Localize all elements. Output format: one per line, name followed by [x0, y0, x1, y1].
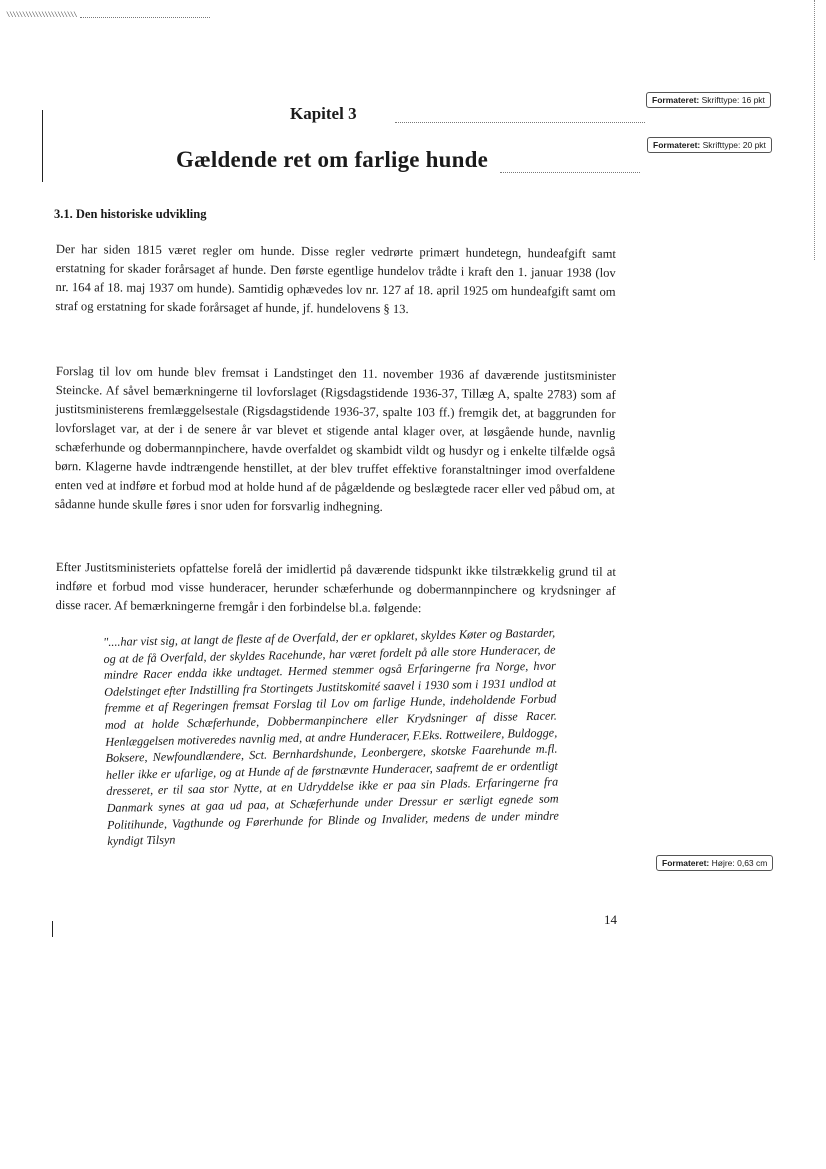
scan-artifact-top: \\\\\\\\\\\\\\\\\\\\\\	[6, 12, 77, 20]
comment-label: Formateret:	[652, 95, 700, 105]
format-comment-3[interactable]	[656, 855, 773, 871]
comment-leader-1	[395, 122, 645, 123]
block-quote: "....har vist sig, at langt de fleste af de Overfald, der er opklaret, skyldes Køter og Bastarder, og at de få Overfald, der skyldes Racehunde, har været fordelt på alle store Hunderacer, de mindre Racer endda ikke undtaget. Hermed stemmer også Erfaringerne fra Norge, hvor Odelstinget efter Indstilling fra Stortingets Justitskomité saavel i 1930 som i 1931 undlod at fremme et af Regeringen fremsat Forslag til Lov om farlige Hunde, indeholdende Forbud mod at holde Schæferhunde, Dobbermanpinchere eller Krydsninger af disse Racer. Henlæggelsen motiveredes navnlig med, at andre Hunderacer, F.Eks. Rottweilere, Buldogge, Boksere, Newfoundlændere, Sct. Bernhardshunde, Leonbergere, skotske Faarehunde m.fl. heller ikke er ufarlige, og at Hunde af de førstnævnte Hunderacer, saafremt de er ordentligt dresseret, er til saa stor Nytte, at en Udryddelse ikke er paa sin Plads. Erfaringerne fra Danmark synes at gaa ud paa, at Schæferhunde under Dressur er særligt egnede som Politihunde, Vagthunde og Førerhunde for Blinde og Invalider, medens de under mindre kyndigt Tilsyn	[103, 625, 560, 849]
chapter-heading: Kapitel 3	[290, 104, 357, 123]
change-bar-bottom	[52, 921, 53, 937]
scan-edge-right	[814, 0, 819, 260]
paragraph-3: Efter Justitsministeriets opfattelse forelå der imidlertid på daværende tidspunkt ikke tilstrækkelig grund til at indføre et forbud mod visse hunderacer, herunder schæferhunde og dobermannpinchere og krydsninger af disse racer. Af bemærkningerne fremgår i den forbindelse bl.a. følgende:	[55, 559, 616, 616]
comment-text: Skrifttype: 16 pkt	[701, 95, 765, 105]
page-number: 14	[604, 912, 617, 927]
format-comment-1[interactable]	[646, 92, 771, 108]
paragraph-1: Der har siden 1815 været regler om hunde. Disse regler vedrørte primært hundetegn, hundeafgift samt erstatning for skader forårsaget af hunde. Den første egentlige hundelov trådte i kraft den 1. januar 1938 (lov nr. 164 af 18. maj 1937 om hunde). Samtidig ophævedes lov nr. 127 af 18. april 1925 om hundeafgift samt om straf og erstatning for skade forårsaget af hunde, jf. hundelovens § 13.	[55, 241, 616, 317]
format-comment-2[interactable]	[647, 137, 772, 153]
comment-label: Formateret:	[653, 140, 701, 150]
section-heading: 3.1. Den historiske udvikling	[54, 207, 207, 221]
chapter-title: Gældende ret om farlige hunde	[176, 147, 489, 172]
paragraph-2: Forslag til lov om hunde blev fremsat i Landstinget den 11. november 1936 af daværende justitsminister Steincke. Af såvel bemærkningerne til lovforslaget (Rigsdagstidende 1936-37, Tillæg A, spalte 2783) som af justitsministerens fremlæggelsestale (Rigsdagstidende 1936-37, spalte 103 ff.) fremgik det, at baggrunden for lovforslaget var, at der i de senere år var blevet et stigende antal klager over, at løsgående hunde, navnlig schæferhunde og dobermannpinchere, havde overfaldet og skambidt vildt og husdyr og i enkelte tilfælde også børn. Klagerne havde indtrængende henstillet, at der blev truffet effektive foranstaltninger imod overfaldene enten ved at indføre et forbud mod at holde hund af de pågældende og beslægtede racer eller ved påbud om, at sådanne hunde skulle føres i snor uden for forsvarlig indhegning.	[54, 363, 616, 514]
comment-text: Højre: 0,63 cm	[711, 858, 768, 868]
comment-leader-2	[500, 172, 640, 173]
comment-text: Skrifttype: 20 pkt	[702, 140, 766, 150]
scan-artifact-dots	[80, 17, 210, 18]
change-bar-top	[42, 110, 43, 182]
comment-label: Formateret:	[662, 858, 710, 868]
